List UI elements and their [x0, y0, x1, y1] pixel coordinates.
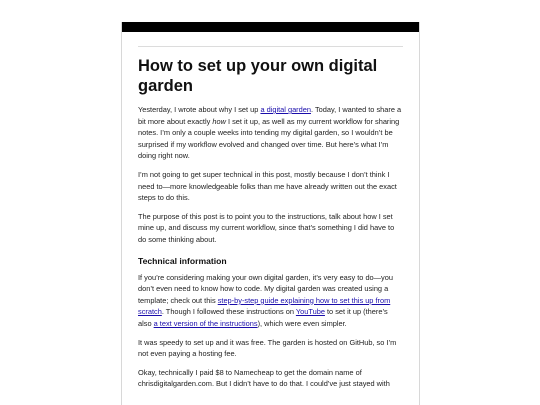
divider: [138, 46, 403, 47]
text: If you’re considering making your own digital garden, it’s very easy to do—you don’t even need to know how to code. My digital garden was created using a template; check out this: [138, 272, 393, 305]
top-bar: [122, 22, 419, 32]
text: to set it up (there’s also: [138, 307, 388, 328]
emphasis-how: how: [212, 116, 226, 126]
link-text-version[interactable]: a text version of the instructions: [153, 318, 258, 328]
text: . Today, I wanted to share a bit more about exactly: [138, 105, 402, 126]
paragraph-hosting: It was speedy to set up and it was free. The garden is hosted on GitHub, so I’m not even paying a hosting fee.: [138, 337, 397, 359]
paragraph-intro: [138, 104, 403, 162]
link-step-by-step-guide[interactable]: step-by-step guide explaining how to set this up from scratch: [138, 295, 391, 317]
link-digital-garden[interactable]: a digital garden: [260, 105, 311, 114]
article-page: [121, 22, 420, 405]
paragraph-instructions: [138, 272, 403, 330]
text: ), which were even simpler.: [257, 318, 347, 328]
text: I set it up, as well as my current workflow for sharing notes. I’m only a couple weeks into tending my digital garden, so I wouldn’t be surprised if my workflow evolved and changed over time. But here’s what I’m doing right now.: [138, 116, 400, 161]
section-heading-technical: Technical information: [138, 255, 227, 266]
link-youtube[interactable]: YouTube: [295, 307, 325, 317]
article-title: How to set up your own digital garden: [138, 57, 378, 95]
article-content: [122, 46, 419, 390]
paragraph-domain: Okay, technically I paid $8 to Namecheap to get the domain name of chrisdigitalgarden.com. But I didn’t have to do that. I could’ve just stayed with: [138, 367, 390, 389]
paragraph-technical-note: I’m not going to get super technical in this post, mostly because I don’t think I need to—more knowledgeable folks than me have already written out the exact steps to do this.: [138, 169, 397, 203]
paragraph-purpose: The purpose of this post is to point you to the instructions, talk about how I set mine up, and discuss my current workflow, since that’s something I did have to do some thinking about.: [138, 211, 395, 244]
text: Yesterday, I wrote about why I set up: [138, 105, 261, 114]
text: . Though I followed these instructions on: [161, 307, 296, 317]
